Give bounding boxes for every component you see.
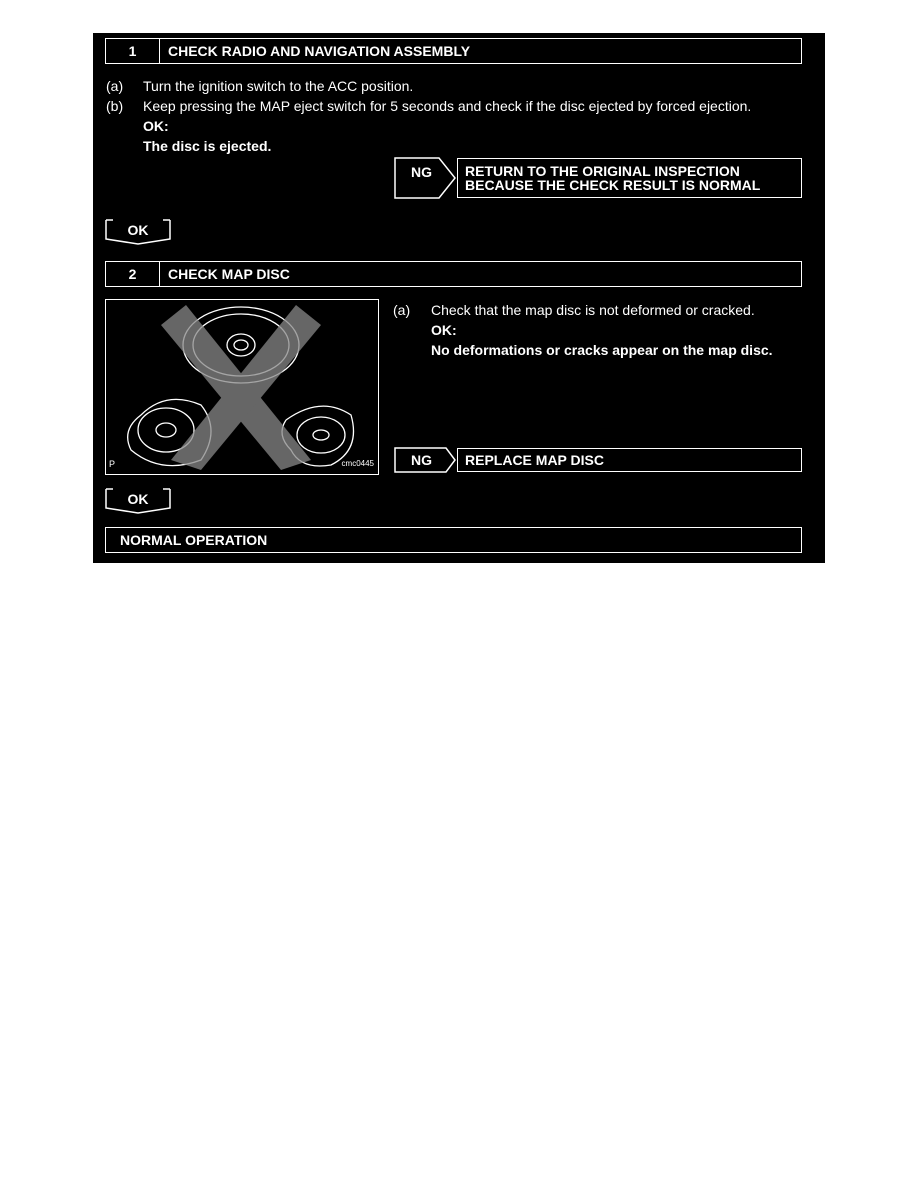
step1-item-a-label: (a) bbox=[106, 78, 124, 94]
step2-ok-arrow bbox=[105, 488, 173, 514]
step1-ok-text: The disc is ejected. bbox=[143, 138, 272, 154]
step1-item-a-text: Turn the ignition switch to the ACC position. bbox=[143, 78, 414, 94]
step1-number: 1 bbox=[106, 39, 160, 63]
step2-title: CHECK MAP DISC bbox=[168, 266, 290, 282]
step1-ok-arrow bbox=[105, 219, 173, 245]
step1-ng-label: NG bbox=[411, 164, 432, 180]
step1-ok-label: OK: bbox=[143, 118, 169, 134]
step2-ok-arrow-label: OK bbox=[127, 491, 149, 507]
step2-item-a-label: (a) bbox=[393, 302, 411, 318]
step2-ok-label: OK: bbox=[431, 322, 457, 338]
step1-item-b-label: (b) bbox=[106, 98, 124, 114]
step2-ng-label: NG bbox=[411, 452, 432, 468]
step1-ng-result bbox=[457, 158, 802, 198]
step1-ng-result-line2: BECAUSE THE CHECK RESULT IS NORMAL bbox=[465, 177, 761, 193]
step2-number: 2 bbox=[106, 262, 160, 286]
step2-item-a-text: Check that the map disc is not deformed or cracked. bbox=[431, 302, 755, 318]
step1-ok-arrow-label: OK bbox=[127, 222, 149, 238]
map-disc-figure bbox=[105, 299, 379, 475]
figure-id: cmc0445 bbox=[341, 459, 374, 468]
normal-operation-box: NORMAL OPERATION bbox=[105, 527, 802, 553]
step1-header bbox=[105, 38, 802, 64]
step2-ok-text: No deformations or cracks appear on the map disc. bbox=[431, 342, 773, 358]
figure-corner-mark: P bbox=[109, 459, 116, 469]
step1-ng-result-line1: RETURN TO THE ORIGINAL INSPECTION bbox=[465, 163, 740, 179]
diagnostic-panel bbox=[93, 33, 825, 563]
damaged-disc-illustration bbox=[106, 300, 377, 473]
step2-ng-result: REPLACE MAP DISC bbox=[457, 448, 802, 472]
step2-header bbox=[105, 261, 802, 287]
step1-title: CHECK RADIO AND NAVIGATION ASSEMBLY bbox=[168, 43, 471, 59]
step1-item-b-text: Keep pressing the MAP eject switch for 5 seconds and check if the disc ejected by forced ejection. bbox=[143, 98, 752, 114]
